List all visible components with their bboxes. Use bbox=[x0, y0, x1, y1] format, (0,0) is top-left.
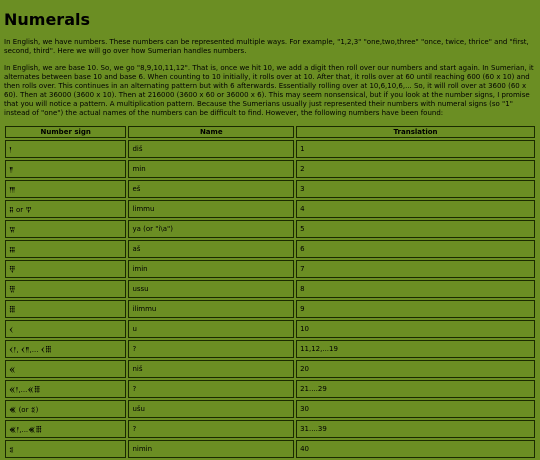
header-name: Name bbox=[128, 126, 294, 138]
table-header-row bbox=[5, 126, 535, 138]
name-cell: ? bbox=[128, 420, 294, 438]
number-sign-cell: 𒑄 bbox=[5, 280, 126, 298]
number-sign-cell: 𒌍𒁹,...𒌍𒑆 bbox=[5, 420, 126, 438]
translation-cell: 6 bbox=[296, 240, 535, 258]
table-row bbox=[5, 300, 535, 318]
name-cell: ušu bbox=[128, 400, 294, 418]
name-cell: ya (or "i\a") bbox=[128, 220, 294, 238]
number-sign-cell: 𒌋 bbox=[5, 320, 126, 338]
name-cell: niš bbox=[128, 360, 294, 378]
name-cell: nimin bbox=[128, 440, 294, 458]
table-row bbox=[5, 240, 535, 258]
number-sign-cell: 𒎙 bbox=[5, 360, 126, 378]
table-row bbox=[5, 400, 535, 418]
name-cell: u bbox=[128, 320, 294, 338]
number-sign-cell: 𒑂 bbox=[5, 260, 126, 278]
number-sign-cell: 𒎙𒁹,...𒎙𒑆 bbox=[5, 380, 126, 398]
table-row bbox=[5, 200, 535, 218]
translation-cell: 8 bbox=[296, 280, 535, 298]
table-row bbox=[5, 180, 535, 198]
number-sign-cell: 𒑆 bbox=[5, 300, 126, 318]
number-sign-cell: 𒈫 bbox=[5, 160, 126, 178]
translation-cell: 7 bbox=[296, 260, 535, 278]
translation-cell: 5 bbox=[296, 220, 535, 238]
number-sign-cell: 𒌋𒁹, 𒌋𒈫,... 𒌋𒑆 bbox=[5, 340, 126, 358]
translation-cell: 30 bbox=[296, 400, 535, 418]
table-row bbox=[5, 140, 535, 158]
translation-cell: 20 bbox=[296, 360, 535, 378]
numerals-table bbox=[3, 124, 537, 460]
name-cell: eš bbox=[128, 180, 294, 198]
translation-cell: 10 bbox=[296, 320, 535, 338]
name-cell: aš bbox=[128, 240, 294, 258]
number-sign-cell: 𒁹 bbox=[5, 140, 126, 158]
number-sign-cell: 𒐊 bbox=[5, 220, 126, 238]
name-cell: diš bbox=[128, 140, 294, 158]
table-row bbox=[5, 440, 535, 458]
translation-cell: 4 bbox=[296, 200, 535, 218]
table-row bbox=[5, 420, 535, 438]
translation-cell: 31....39 bbox=[296, 420, 535, 438]
name-cell: imin bbox=[128, 260, 294, 278]
page-title: Numerals bbox=[4, 10, 90, 29]
number-sign-cell: 𒌍 (or 𒐏) bbox=[5, 400, 126, 418]
translation-cell: 1 bbox=[296, 140, 535, 158]
name-cell: ussu bbox=[128, 280, 294, 298]
name-cell: ? bbox=[128, 380, 294, 398]
name-cell: ilimmu bbox=[128, 300, 294, 318]
translation-cell: 9 bbox=[296, 300, 535, 318]
name-cell: limmu bbox=[128, 200, 294, 218]
number-sign-cell: 𒐋 bbox=[5, 240, 126, 258]
table-row bbox=[5, 340, 535, 358]
number-sign-cell: 𒐉 or 𒐼 bbox=[5, 200, 126, 218]
name-cell: min bbox=[128, 160, 294, 178]
table-row bbox=[5, 320, 535, 338]
base-explanation-paragraph: In English, we are base 10. So, we go "8,9,10,11,12". That is, once we hit 10, we add a digit then roll over our numbers and start again. In Sumerian, it alternates between base 10 and base 6. When counting to 10 initially, it rolls over at 10. After that, it rolls over at 60 until reaching 600 (60 x 10) and then rolls over. This continues in an alternating pattern but with 6 afterwards. Essentially rolling over at 10,6,10,6,... So, it will roll over at 3600 (60 x 60). Then at 36000 (3600 x 10). Then at 216000 (3600 x 60 or 36000 x 6). This may seem nonsensical, but if you look at the number signs, I promise that you will notice a pattern. A multiplication pattern. Because the Sumerians usually just represented their numbers with numeral signs (so "1" instead of "one") the actual names of the numbers can be difficult to find. However, the following numbers have been found: bbox=[4, 64, 534, 117]
table-row bbox=[5, 160, 535, 178]
intro-paragraph: In English, we have numbers. These numbers can be represented multiple ways. For example, "1,2,3" "one,two,three" "once, twice, thrice" and "first, second, third". Here we will go over how Sumerian handles numbers. bbox=[4, 38, 529, 55]
table-row bbox=[5, 260, 535, 278]
number-sign-cell: 𒐈 bbox=[5, 180, 126, 198]
table-row bbox=[5, 360, 535, 378]
header-number-sign: Number sign bbox=[5, 126, 126, 138]
translation-cell: 2 bbox=[296, 160, 535, 178]
number-sign-cell: 𒐏 bbox=[5, 440, 126, 458]
translation-cell: 40 bbox=[296, 440, 535, 458]
table-row bbox=[5, 220, 535, 238]
table-row bbox=[5, 380, 535, 398]
table-row bbox=[5, 280, 535, 298]
translation-cell: 3 bbox=[296, 180, 535, 198]
header-translation: Translation bbox=[296, 126, 535, 138]
translation-cell: 11,12,...19 bbox=[296, 340, 535, 358]
translation-cell: 21....29 bbox=[296, 380, 535, 398]
name-cell: ? bbox=[128, 340, 294, 358]
